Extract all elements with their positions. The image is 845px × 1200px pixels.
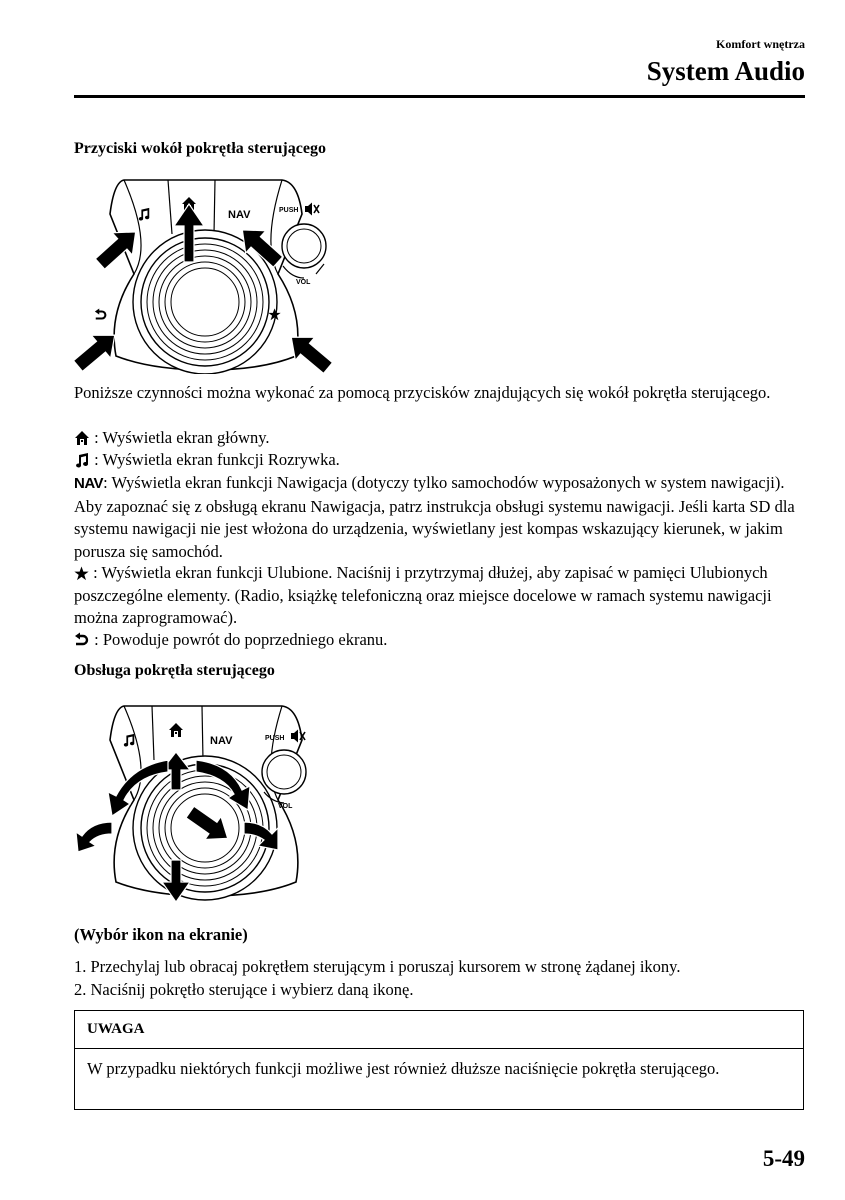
vol-label-2: VOL	[278, 803, 293, 810]
subheading-icon-selection: (Wybór ikon na ekranie)	[74, 925, 248, 944]
step-1: 1. Przechylaj lub obracaj pokrętłem sterującym i poruszaj kursorem w stronę żądanej ikony.	[74, 957, 681, 976]
home-icon	[74, 430, 90, 446]
star-icon	[74, 566, 89, 581]
notice-box	[74, 1010, 804, 1110]
notice-text: W przypadku niektórych funkcji możliwe jest również dłuższe naciśnięcie pokrętła sterującego.	[87, 1059, 720, 1078]
intro-paragraph: Poniższe czynności można wykonać za pomocą przycisków znajdujących się wokół pokrętła sterującego.	[74, 383, 771, 402]
steps-list	[74, 956, 680, 1001]
section-heading-knob: Obsługa pokrętła sterującego	[74, 662, 275, 679]
vol-label: VOL	[296, 279, 311, 286]
item-nav: NAV: Wyświetla ekran funkcji Nawigacja (dotyczy tylko samochodów wyposażonych w system nawigacji). Aby zapoznać się z obsługą ekranu Nawigacja, patrz instrukcja obsługi systemu nawigacji. Jeśli karta SD dla systemu nawigacji nie jest włożona do urządzenia, wyświetlany jest kompas wskazujący kierunek, w jakim porusza się samochód.	[74, 473, 795, 561]
section-label: Komfort wnętrza	[716, 37, 805, 51]
nav-button-label-2: NAV	[210, 735, 233, 747]
controller-buttons-figure	[72, 174, 342, 374]
item-home: : Wyświetla ekran główny.	[74, 427, 814, 450]
section-heading-buttons: Przyciski wokół pokrętła sterującego	[74, 140, 326, 157]
back-arrow-icon	[74, 632, 90, 648]
step-2: 2. Naciśnij pokrętło sterujące i wybierz daną ikonę.	[74, 979, 414, 999]
controller-knob-figure	[72, 700, 342, 910]
nav-icon: NAV	[74, 475, 104, 492]
header-divider	[74, 95, 805, 98]
item-back: : Powoduje powrót do poprzedniego ekranu.	[74, 629, 814, 652]
nav-button-label: NAV	[228, 209, 251, 221]
push-label: PUSH	[279, 207, 299, 214]
page-number: 5-49	[762, 1146, 805, 1171]
item-favorites: : Wyświetla ekran funkcji Ulubione. Naciśnij i przytrzymaj dłużej, aby zapisać w pamięci Ulubionych poszczególne elementy. (Radio, książkę telefoniczną oraz miejsce docelowe w ramach systemu nawigacji można zaprogramować).	[74, 563, 772, 627]
notice-title: UWAGA	[75, 1011, 803, 1049]
item-music: : Wyświetla ekran funkcji Rozrywka.	[74, 449, 814, 472]
push-label-2: PUSH	[265, 735, 285, 742]
music-note-icon	[74, 452, 90, 468]
page-title: System Audio	[646, 56, 805, 86]
